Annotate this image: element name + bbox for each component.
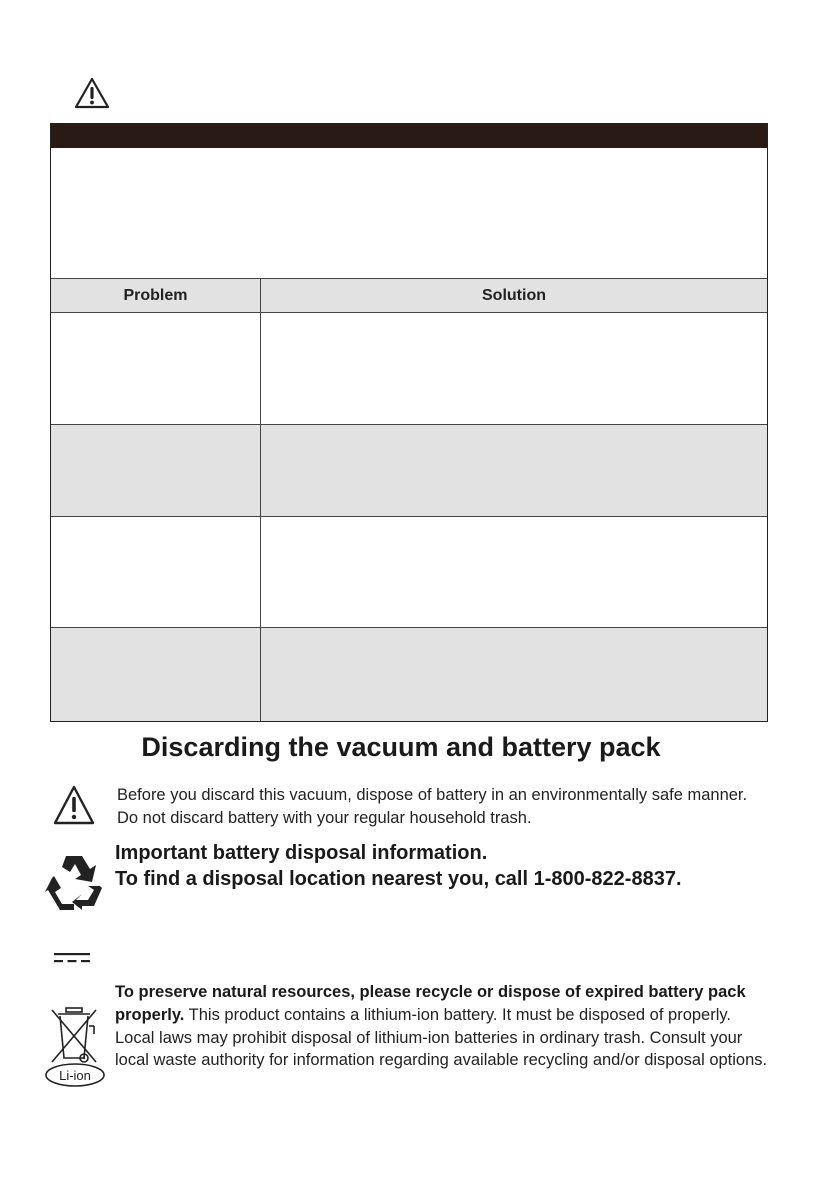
disposal-info-line-1: Important battery disposal information. [115, 842, 488, 864]
problem-cell [51, 517, 261, 627]
problem-column-header: Problem [51, 279, 261, 313]
battery-type-label: Li-ion [59, 1068, 91, 1083]
warning-icon [52, 784, 96, 826]
table-row [51, 313, 767, 425]
problem-cell [51, 425, 261, 516]
table-intro-area [51, 148, 767, 279]
crossed-bin-icon [44, 1004, 108, 1094]
problem-cell [51, 313, 261, 424]
section-title: Discarding the vacuum and battery pack [141, 732, 661, 762]
disposal-warning-text: Before you discard this vacuum, dispose of battery in an environmentally safe manner. Do not discard battery with your regular household trash. [117, 786, 748, 827]
problem-cell [51, 628, 261, 721]
table-row [51, 628, 767, 721]
disposal-info [115, 840, 795, 892]
recycling-instructions-body: This product contains a lithium-ion battery. It must be disposed of properly. Local laws may prohibit disposal of lithium-ion batteries in ordinary trash. Consult your local waste authority for information regarding available recycling and/or disposal options. [115, 1005, 768, 1070]
table-title-bar [51, 124, 767, 148]
recycle-icon [44, 852, 104, 912]
table-row [51, 425, 767, 517]
table-row [51, 517, 767, 628]
dc-current-icon [54, 951, 90, 963]
disposal-info-line-2: To find a disposal location nearest you, call 1-800-822-8837. [115, 868, 682, 890]
troubleshooting-table [50, 123, 768, 722]
warning-icon [74, 76, 110, 110]
solution-column-header: Solution [261, 279, 767, 313]
recycling-instructions-bold: To preserve natural resources, please recycle or dispose of expired battery pack properly. [115, 983, 746, 1024]
recycling-instructions [115, 981, 775, 1072]
